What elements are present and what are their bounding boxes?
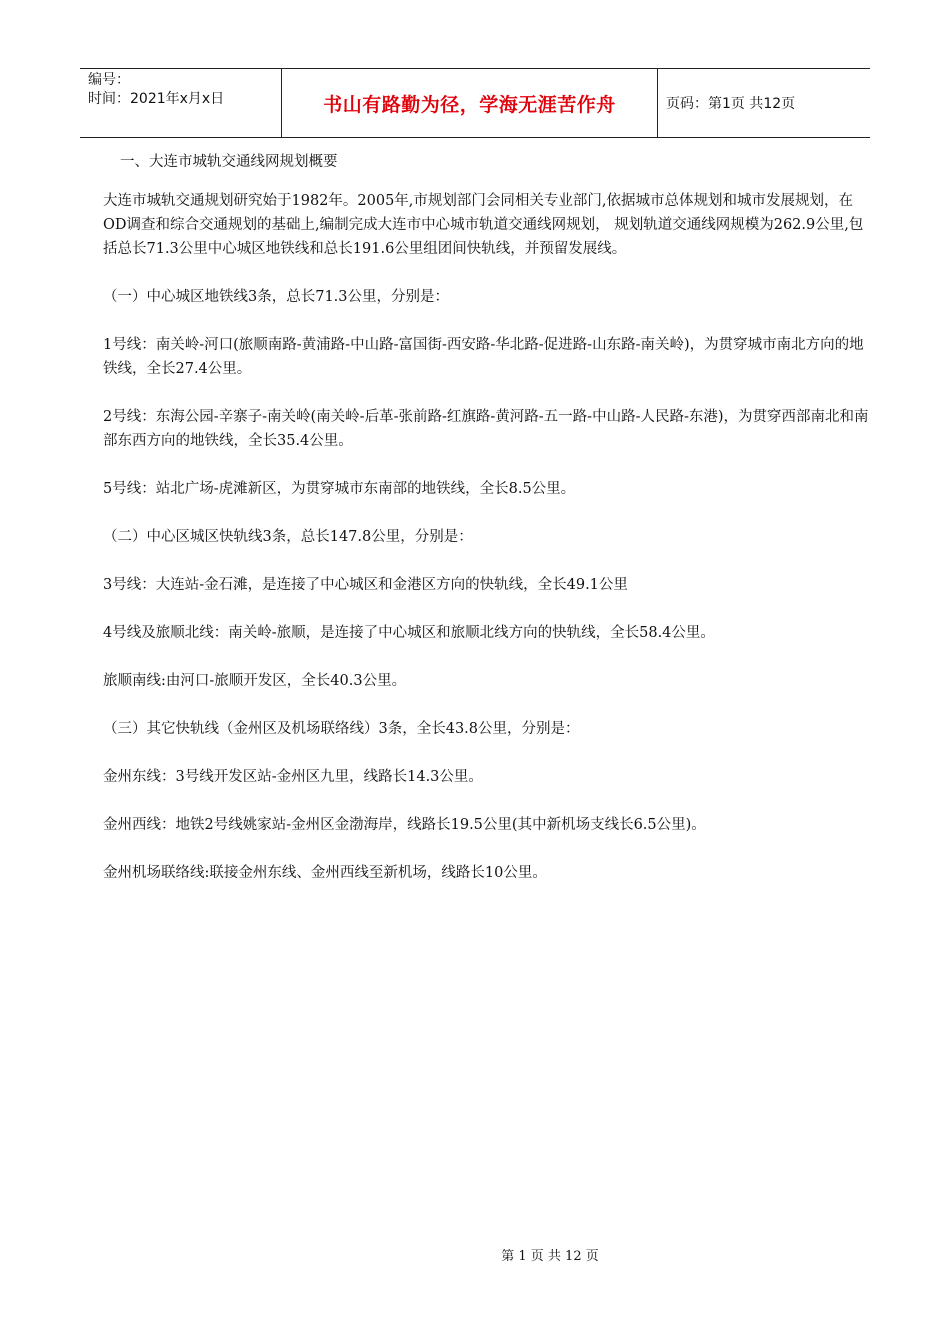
- paragraph-subway-heading: （一）中心城区地铁线3条，总长71.3公里，分别是：: [103, 289, 450, 305]
- paragraph-line-2: 2号线：东海公园-辛寨子-南关岭(南关岭-后革-张前路-红旗路-黄河路-五一路-中山路-人民路-东港)，为贯穿西部南北和南部东西方向的地铁线，全长35.4公里。: [103, 409, 869, 449]
- page-header: [80, 68, 870, 138]
- document-date: 时间：2021年x月x日: [88, 91, 225, 107]
- paragraph-express-heading: （二）中心区城区快轨线3条，总长147.8公里，分别是：: [103, 529, 473, 545]
- paragraph-intro: 大连市城轨交通规划研究始于1982年。2005年,市规划部门会同相关专业部门,依据城市总体规划和城市发展规划，在OD调查和综合交通规划的基础上,编制完成大连市中心城市轨道交通线网规划， 规划轨道交通线网规模为262.9公里,包括总长71.3公里中心城区地铁线和总长191.6公里组团间快轨线，并预留发展线。: [103, 193, 864, 257]
- document-body: [103, 150, 869, 909]
- paragraph-line-5: 5号线：站北广场-虎滩新区，为贯穿城市东南部的地铁线，全长8.5公里。: [103, 481, 576, 497]
- header-page-number: 页码：第1页 共12页: [666, 96, 796, 112]
- paragraph-line-4: 4号线及旅顺北线：南关岭-旅顺，是连接了中心城区和旅顺北线方向的快轨线，全长58.4公里。: [103, 625, 715, 641]
- document-number-label: 编号：: [88, 72, 130, 88]
- paragraph-jinzhou-west: 金州西线：地铁2号线姚家站-金州区金渤海岸，线路长19.5公里(其中新机场支线长6.5公里)。: [103, 817, 706, 833]
- paragraph-jinzhou-east: 金州东线：3号线开发区站-金州区九里，线路长14.3公里。: [103, 769, 483, 785]
- header-info-cell: [80, 69, 281, 137]
- paragraph-other-heading: （三）其它快轨线（金州区及机场联络线）3条，全长43.8公里，分别是：: [103, 721, 580, 737]
- paragraph-lushun-south: 旅顺南线:由河口-旅顺开发区，全长40.3公里。: [103, 673, 407, 689]
- paragraph-airport-link: 金州机场联络线:联接金州东线、金州西线至新机场，线路长10公里。: [103, 865, 547, 881]
- paragraph-line-1: 1号线：南关岭-河口(旅顺南路-黄浦路-中山路-富国街-西安路-华北路-促进路-山东路-南关岭)，为贯穿城市南北方向的地铁线，全长27.4公里。: [103, 337, 864, 377]
- paragraph-line-3: 3号线：大连站-金石滩，是连接了中心城区和金港区方向的快轨线，全长49.1公里: [103, 577, 628, 593]
- section-heading: 一、大连市城轨交通线网规划概要: [120, 154, 338, 170]
- header-motto: 书山有路勤为径，学海无涯苦作舟: [281, 69, 658, 137]
- page-footer: 第 1 页 共 12 页: [501, 1249, 599, 1264]
